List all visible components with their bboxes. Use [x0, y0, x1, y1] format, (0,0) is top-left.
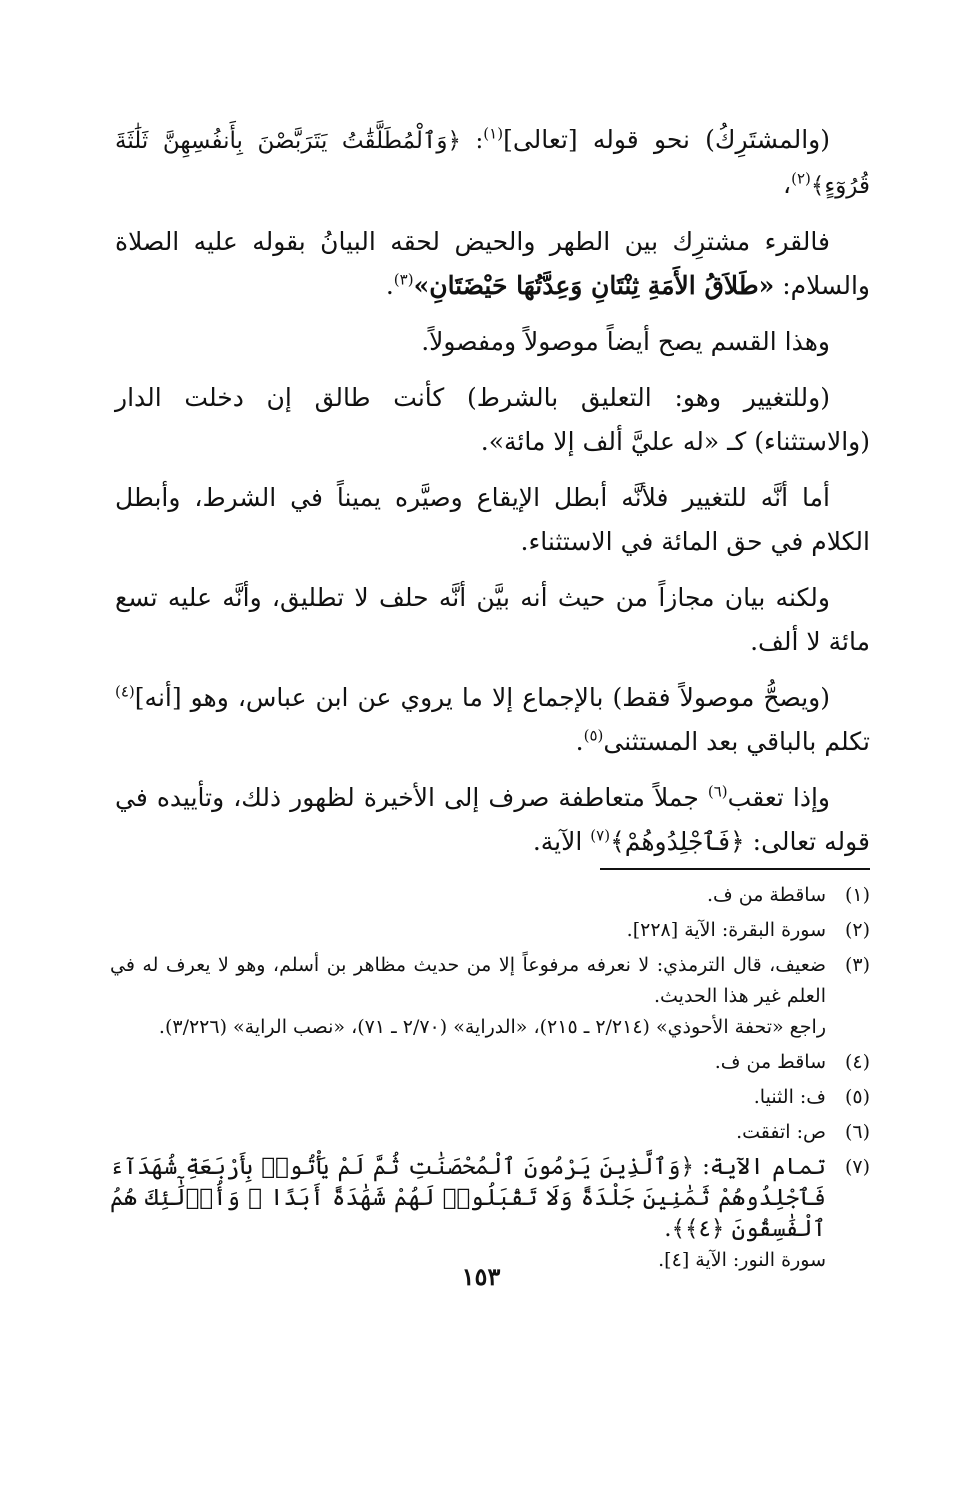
footnote-text — [110, 1152, 826, 1276]
paragraph-8 — [115, 776, 870, 864]
footnote-line: ص: اتفقت. — [736, 1121, 826, 1143]
paragraph-text: وإذا تعقب — [727, 783, 830, 812]
paragraph-2 — [115, 220, 870, 308]
footnote-line: راجع «تحفة الأحوذي» (٢/٢١٤ ـ ٢١٥)، «الدراية» (٢/٧٠ ـ ٧١)، «نصب الراية» (٣/٢٢٦). — [158, 1016, 826, 1038]
paragraph-5 — [115, 476, 870, 564]
footnote-number: (٤) — [844, 1051, 870, 1073]
paragraph-3 — [115, 320, 870, 364]
footnote-line: سورة النور: الآية [٤]. — [658, 1249, 826, 1271]
paragraph-text: الآية. — [532, 827, 591, 856]
footnote-ref-4[interactable]: (٤) — [115, 682, 135, 701]
paragraph-text: (وللتغيير وهو: التعليق بالشرط) كأنت طالق إن دخلت الدار (والاستثناء) كـ «له عليَّ ألف إلا مائة». — [115, 383, 870, 456]
paragraph-1 — [115, 118, 870, 208]
paragraph-text: . — [575, 727, 584, 756]
footnote-text — [110, 950, 826, 1043]
footnote-text — [110, 880, 826, 911]
paragraph-text: ، — [783, 170, 792, 199]
footnote-number: (٧) — [844, 1156, 870, 1178]
paragraph-text: فالقرء مشترِك بين الطهر والحيض لحقه البيانُ بقوله عليه الصلاة والسلام: — [115, 227, 870, 300]
footnote-ref-6[interactable]: (٦) — [707, 782, 728, 801]
footnote-number: (٣) — [844, 954, 870, 976]
footnote-line: ضعيف، قال الترمذي: لا نعرفه مرفوعاً إلا من حديث مظاهر بن أسلم، وهو لا يعرف له في العلم غير هذا الحديث. — [110, 954, 826, 1007]
footnote-number: (٦) — [844, 1121, 870, 1143]
footnote-number: (١) — [844, 884, 870, 906]
paragraph-text: جملاً متعاطفة صرف إلى الأخيرة لظهور ذلك، وتأييده في قوله تعالى: ﴿فَٱجْلِدُوهُمْ﴾ — [115, 783, 870, 856]
paragraph-text: ولكنه بيان مجازاً من حيث أنه بيَّن أنَّه حلف لا تطليق، وأنَّه عليه تسع مائة لا ألف. — [115, 583, 870, 656]
footnote-ref-2[interactable]: (٢) — [791, 169, 811, 188]
footnote-line: ساقط من ف. — [714, 1051, 826, 1073]
footnote-line: سورة البقرة: الآية [٢٢٨]. — [626, 919, 826, 941]
footnote-ref-5[interactable]: (٥) — [583, 726, 604, 745]
quran-verse: : ﴿وَٱلْمُطَلَّقَٰتُ يَتَرَبَّصْنَ بِأَنفُسِهِنَّ ثَلَٰثَةَ قُرُوٓءٍ﴾ — [115, 128, 870, 199]
main-text — [115, 118, 870, 876]
paragraph-text: أما أنَّه للتغيير فلأنَّه أبطل الإيقاع وصيَّره يميناً في الشرط، وأبطل الكلام في حق المائة في الاستثناء. — [115, 483, 870, 556]
footnote-3 — [110, 950, 870, 1043]
footnote-2 — [110, 915, 870, 946]
footnote-divider — [600, 868, 870, 870]
footnote-1 — [110, 880, 870, 911]
footnote-6 — [110, 1117, 870, 1148]
footnote-4 — [110, 1047, 870, 1078]
paragraph-text: وهذا القسم يصح أيضاً موصولاً ومفصولاً. — [421, 327, 830, 356]
footnote-line: ساقطة من ف. — [706, 884, 826, 906]
page-number: ١٥٣ — [461, 1262, 501, 1291]
paragraph-text: تكلم بالباقي بعد المستثنى — [603, 727, 870, 756]
footnote-text — [110, 1082, 826, 1113]
paragraph-text: (والمشتَرِكُ) نحو قوله [تعالى] — [503, 125, 830, 154]
footnote-ref-7[interactable]: (٧) — [590, 826, 611, 845]
footnote-line: تمام الآية: ﴿وَٱلَّذِينَ يَرْمُونَ ٱلْمُحْصَنَٰتِ ثُمَّ لَمْ يَأْتُوا۟ بِأَرْبَعَةِ شُهَدَآءَ فَٱجْلِدُوهُمْ ثَمَٰنِينَ جَلْدَةً وَلَا تَقْبَلُوا۟ لَهُمْ شَهَٰدَةً أَبَدًا ۚ وَأُو۟لَٰٓئِكَ هُمُ ٱلْفَٰسِقُونَ ﴿٤﴾﴾. — [110, 1154, 826, 1242]
footnote-line: ف: الثنيا. — [753, 1086, 826, 1108]
paragraph-7 — [115, 676, 870, 764]
footnote-text — [110, 1117, 826, 1148]
paragraph-text: (ويصحُّ موصولاً فقط) بالإجماع إلا ما يروي عن ابن عباس، وهو [أنه] — [134, 683, 830, 712]
hadith-quote: «طَلاَقُ الأَمَةِ ثِنْتَانِ وَعِدَّتُهَا حَيْضَتَانِ» — [413, 271, 775, 300]
footnote-ref-1[interactable]: (١) — [483, 124, 504, 143]
paragraph-6 — [115, 576, 870, 664]
footnote-5 — [110, 1082, 870, 1113]
footnotes — [110, 880, 870, 1280]
footnote-text — [110, 915, 826, 946]
footnote-text — [110, 1047, 826, 1078]
footnote-7 — [110, 1152, 870, 1276]
paragraph-text: . — [385, 271, 394, 300]
footnote-ref-3[interactable]: (٣) — [393, 270, 414, 289]
footnote-number: (٢) — [844, 919, 870, 941]
paragraph-4 — [115, 376, 870, 464]
footnote-number: (٥) — [844, 1086, 870, 1108]
